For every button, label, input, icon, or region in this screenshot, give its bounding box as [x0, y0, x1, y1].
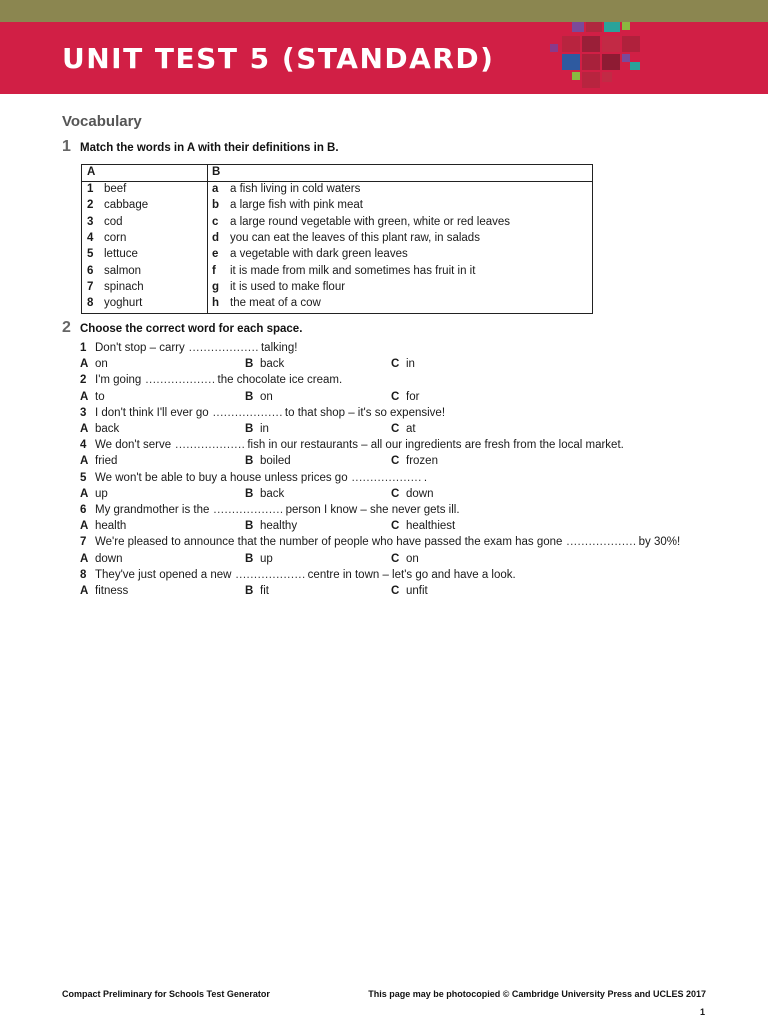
option-letter: C — [391, 455, 400, 468]
question-stem-end: by 30%! — [638, 536, 681, 549]
answer-gap: ................... — [566, 536, 637, 549]
footer-copyright: This page may be photocopied © Cambridge University Press and UCLES 2017 — [368, 989, 706, 999]
item-number: 3 — [87, 215, 94, 228]
options-row — [80, 423, 720, 439]
table-row — [82, 199, 592, 215]
table-row — [82, 248, 592, 264]
item-number: 3 — [80, 406, 87, 419]
item-letter: b — [212, 199, 220, 212]
option-c: down — [406, 487, 434, 500]
table-row — [82, 281, 592, 297]
option-c: at — [406, 423, 416, 435]
answer-gap: ................... — [188, 342, 259, 354]
definition-cell: it is used to make flour — [230, 280, 346, 293]
question-stem-end: person I know – she never gets ill. — [285, 504, 460, 516]
option-b: in — [260, 423, 269, 435]
option-letter: B — [245, 552, 254, 565]
option-letter: B — [245, 520, 254, 533]
question-text — [95, 504, 460, 516]
options-row — [80, 455, 720, 471]
item-letter: a — [212, 183, 219, 195]
table-divider — [82, 181, 592, 182]
item-number: 2 — [87, 199, 94, 212]
option-b: boiled — [260, 455, 291, 468]
option-letter: A — [80, 552, 89, 565]
option-letter: B — [245, 585, 254, 597]
option-b: fit — [260, 585, 269, 597]
question-stem-end: . — [423, 471, 428, 484]
item-number: 8 — [87, 297, 94, 310]
item-number: 1 — [87, 183, 94, 195]
item-number: 4 — [87, 231, 94, 244]
option-b: healthy — [260, 520, 298, 533]
item-number: 2 — [80, 374, 87, 387]
option-letter: C — [391, 520, 400, 533]
option-letter: A — [80, 423, 89, 435]
word-cell: corn — [104, 231, 127, 244]
option-b: up — [260, 552, 273, 565]
option-letter: A — [80, 358, 89, 371]
option-letter: B — [245, 423, 254, 435]
question-stem-end: fish in our restaurants – all our ingredients are fresh from the local market. — [247, 439, 624, 452]
option-a: on — [95, 358, 108, 371]
item-number: 5 — [80, 471, 87, 484]
item-letter: h — [212, 297, 220, 310]
item-letter: e — [212, 248, 219, 261]
item-number: 6 — [87, 264, 94, 277]
option-c: healthiest — [406, 520, 456, 533]
answer-gap: ................... — [145, 374, 216, 387]
word-cell: spinach — [104, 280, 144, 293]
item-number: 7 — [87, 280, 94, 293]
item-number: 7 — [80, 536, 87, 549]
definition-cell: a large round vegetable with green, white or red leaves — [230, 215, 511, 228]
word-cell: yoghurt — [104, 297, 143, 310]
question-stem: We're pleased to announce that the number of people who have passed the exam has gone — [95, 536, 563, 549]
page-title: UNIT TEST 5 (STANDARD) — [62, 42, 495, 75]
answer-gap: ................... — [351, 471, 422, 484]
question-stem: Don't stop – carry — [95, 342, 185, 354]
option-c: unfit — [406, 585, 428, 597]
option-letter: C — [391, 358, 400, 371]
option-letter: A — [80, 487, 89, 500]
table-row — [82, 232, 592, 248]
question-text — [95, 472, 427, 484]
question-instruction: Choose the correct word for each space. — [80, 323, 303, 335]
options-row — [80, 358, 720, 374]
option-c: for — [406, 390, 420, 403]
options-row — [80, 488, 720, 504]
question-text — [95, 342, 297, 354]
question-stem: We don't serve — [95, 439, 172, 452]
definition-cell: you can eat the leaves of this plant raw, in salads — [230, 231, 480, 244]
question-text — [95, 439, 624, 451]
item-letter: d — [212, 231, 220, 244]
option-c: frozen — [406, 455, 438, 468]
page-footer — [62, 989, 706, 999]
options-row — [80, 520, 720, 536]
question-instruction: Match the words in A with their definitions in B. — [80, 142, 339, 154]
question-stem: I don't think I'll ever go — [95, 406, 209, 419]
option-letter: A — [80, 455, 89, 468]
question-text — [95, 569, 516, 581]
option-letter: C — [391, 487, 400, 500]
table-row — [82, 183, 592, 199]
title-banner — [0, 22, 768, 94]
option-letter: C — [391, 390, 400, 403]
question-stem: We won't be able to buy a house unless prices go — [95, 471, 348, 484]
option-a: health — [95, 520, 127, 533]
option-a: fried — [95, 455, 118, 468]
item-number: 5 — [87, 248, 94, 261]
option-letter: C — [391, 552, 400, 565]
question-text — [95, 374, 342, 386]
footer-title: Compact Preliminary for Schools Test Generator — [62, 989, 270, 999]
decorative-mosaic — [540, 22, 660, 94]
definition-cell: a vegetable with dark green leaves — [230, 248, 408, 261]
question-number: 1 — [62, 138, 71, 155]
option-letter: A — [80, 520, 89, 533]
option-letter: A — [80, 585, 89, 597]
option-letter: B — [245, 487, 254, 500]
question-number: 2 — [62, 319, 71, 336]
page-number: 1 — [700, 1007, 706, 1017]
question-stem: They've just opened a new — [95, 568, 232, 581]
option-a: down — [95, 552, 123, 565]
item-letter: f — [212, 264, 216, 277]
option-b: on — [260, 390, 273, 403]
question-stem-end: to that shop – it's so expensive! — [284, 406, 446, 419]
column-header-a: A — [87, 166, 96, 178]
column-header-b: B — [212, 166, 221, 178]
top-color-strip — [0, 0, 768, 22]
option-c: in — [406, 358, 415, 371]
item-letter: c — [212, 215, 219, 228]
option-b: back — [260, 358, 285, 371]
word-cell: cabbage — [104, 199, 149, 212]
option-a: back — [95, 423, 120, 435]
word-cell: salmon — [104, 264, 142, 277]
question-stem: My grandmother is the — [95, 504, 210, 516]
table-row — [82, 297, 592, 313]
option-letter: A — [80, 390, 89, 403]
answer-gap: ................... — [175, 439, 246, 452]
question-stem-end: talking! — [260, 342, 298, 354]
question-stem-end: centre in town – let's go and have a look. — [307, 568, 516, 581]
word-cell: cod — [104, 215, 123, 228]
option-letter: B — [245, 390, 254, 403]
definition-cell: a large fish with pink meat — [230, 199, 363, 212]
options-row — [80, 553, 720, 569]
word-cell: beef — [104, 183, 127, 195]
question-text — [95, 536, 680, 548]
table-row — [82, 216, 592, 232]
definition-cell: the meat of a cow — [230, 297, 321, 310]
option-letter: B — [245, 358, 254, 371]
option-c: on — [406, 552, 419, 565]
definition-cell: it is made from milk and sometimes has fruit in it — [230, 264, 476, 277]
answer-gap: ................... — [235, 568, 306, 581]
item-letter: g — [212, 280, 220, 293]
item-number: 6 — [80, 504, 87, 516]
option-a: fitness — [95, 585, 129, 597]
option-a: to — [95, 390, 105, 403]
answer-gap: ................... — [212, 406, 283, 419]
answer-gap: ................... — [213, 504, 284, 516]
item-number: 4 — [80, 439, 87, 452]
option-letter: B — [245, 455, 254, 468]
question-text — [95, 407, 445, 419]
question-stem-end: the chocolate ice cream. — [217, 374, 343, 387]
item-number: 1 — [80, 342, 87, 354]
options-row — [80, 391, 720, 407]
option-a: up — [95, 487, 108, 500]
definition-cell: a fish living in cold waters — [230, 183, 361, 195]
word-cell: lettuce — [104, 248, 138, 261]
table-row — [82, 265, 592, 281]
option-b: back — [260, 487, 285, 500]
option-letter: C — [391, 585, 400, 597]
item-number: 8 — [80, 568, 87, 581]
option-letter: C — [391, 423, 400, 435]
options-row — [80, 585, 720, 601]
section-title: Vocabulary — [62, 113, 142, 130]
question-stem: I'm going — [95, 374, 142, 387]
matching-table — [81, 164, 593, 314]
